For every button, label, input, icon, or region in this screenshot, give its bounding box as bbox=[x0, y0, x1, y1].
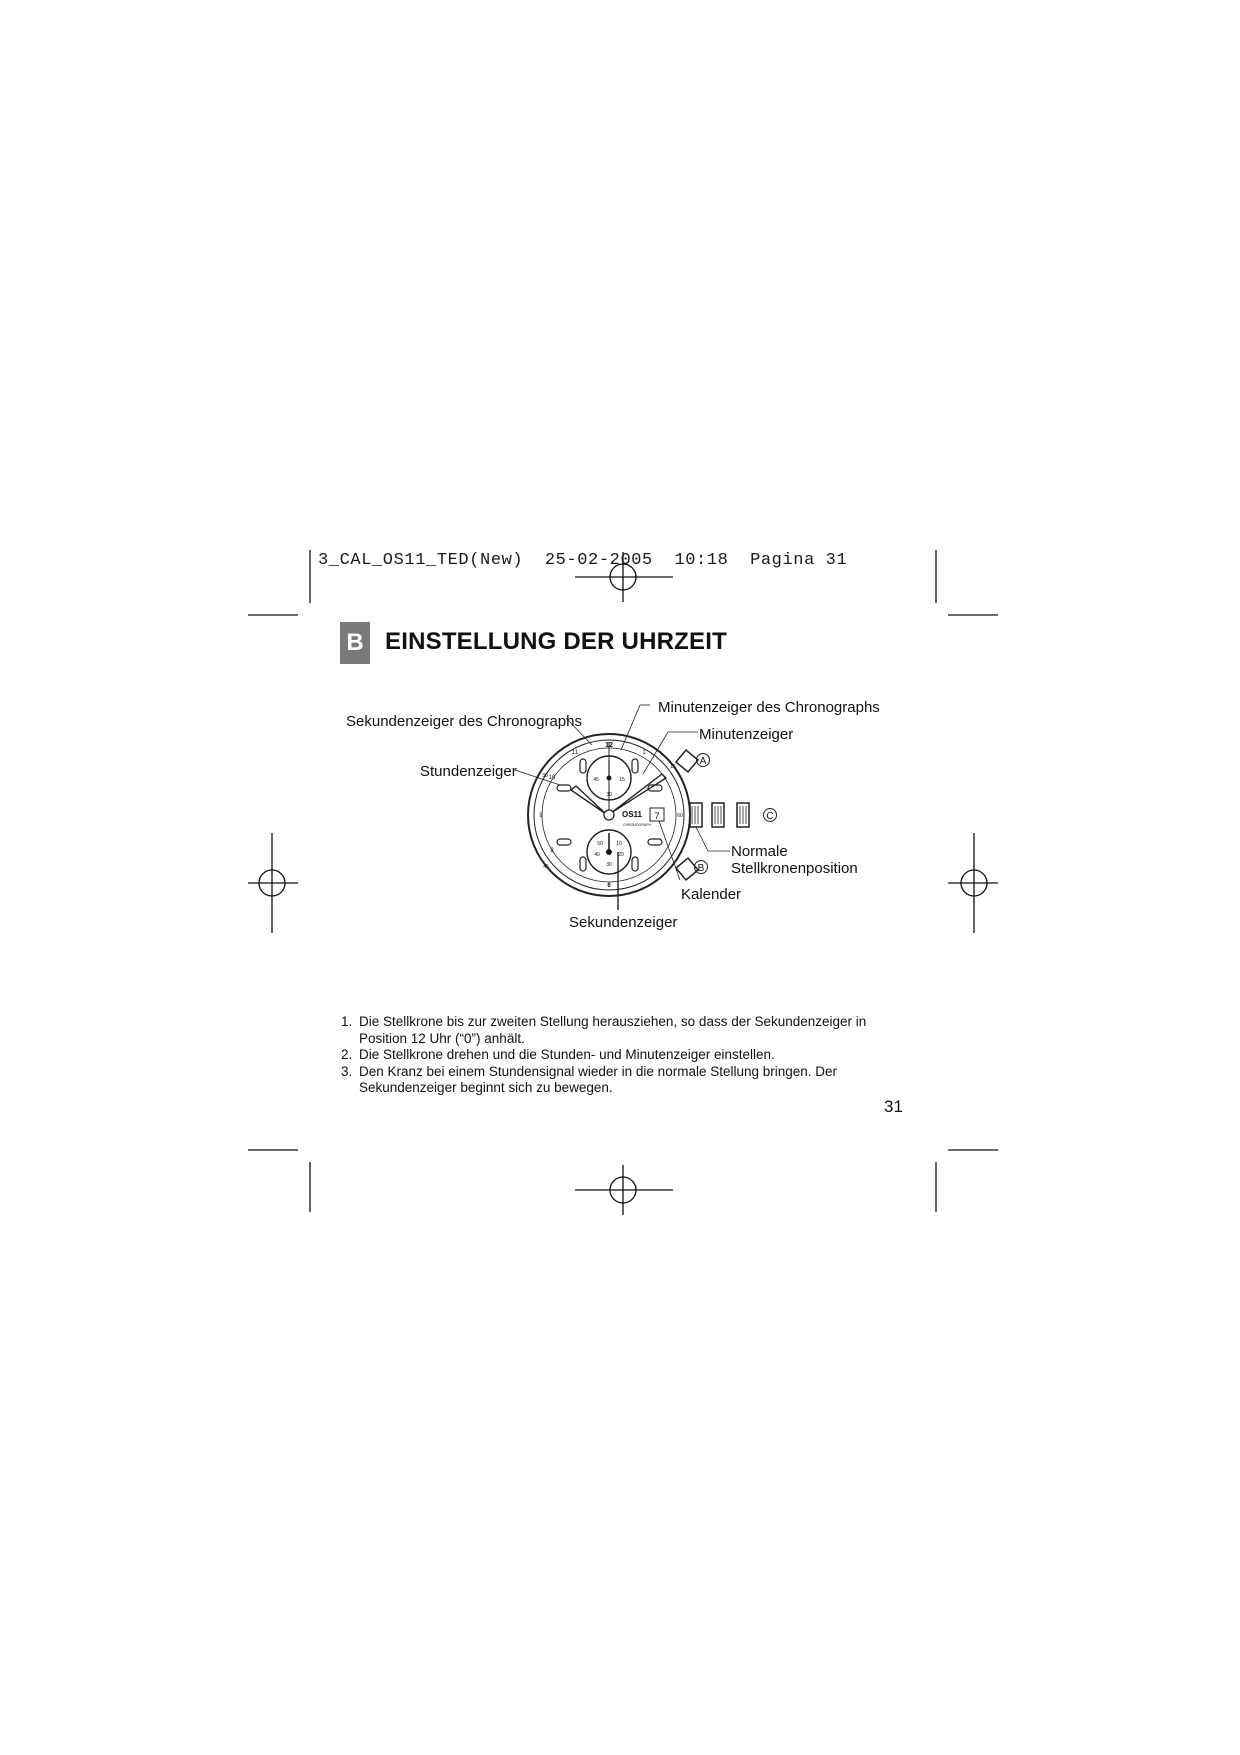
label-second-hand: Sekundenzeiger bbox=[569, 914, 678, 931]
label-minute-hand: Minutenzeiger bbox=[699, 726, 794, 743]
dial-numeral-10: 10 bbox=[548, 775, 556, 781]
dial-numeral-6: 6 bbox=[607, 883, 611, 889]
pusher-a bbox=[676, 750, 698, 772]
instruction-number: 1. bbox=[341, 1014, 353, 1029]
dial-sub-brand: CHRONOGRAPH bbox=[622, 823, 652, 827]
label-calendar: Kalender bbox=[681, 886, 742, 903]
section-badge: B bbox=[340, 622, 370, 664]
subdial-bot-30: 30 bbox=[606, 862, 612, 868]
dial-numeral-9: 9 bbox=[539, 813, 543, 819]
instruction-item bbox=[341, 1064, 881, 1097]
dial-numeral-1: 1 bbox=[642, 750, 646, 756]
hour-hand bbox=[571, 786, 606, 814]
label-normal-crown-line1: Normale bbox=[731, 843, 788, 860]
subdial-bot-50: 50 bbox=[597, 841, 603, 847]
instruction-item bbox=[341, 1014, 881, 1047]
subdial-bot-40: 40 bbox=[594, 852, 600, 858]
dial-scale-30: 30 bbox=[542, 773, 548, 779]
dial-scale-45: 45 bbox=[543, 864, 549, 870]
dial-numeral-11: 11 bbox=[571, 750, 579, 756]
button-a-letter: A bbox=[699, 756, 707, 767]
instruction-text: Den Kranz bei einem Stundensignal wieder in die normale Stellung bringen. Der Sekundenzeiger beginnt sich zu bewegen. bbox=[359, 1063, 838, 1095]
print-header: 3_CAL_OS11_TED(New) 25-02-2005 10:18 Pagina 31 bbox=[318, 551, 848, 570]
instruction-text: Die Stellkrone drehen und die Stunden- und Minutenzeiger einstellen. bbox=[359, 1047, 775, 1062]
dial-numeral-8: 8 bbox=[550, 848, 554, 854]
dial-scale-60: 60 bbox=[677, 813, 683, 819]
date-digit: 7 bbox=[654, 811, 660, 821]
button-c-letter: C bbox=[766, 811, 774, 822]
dial-numeral-12: 12 bbox=[605, 742, 613, 749]
button-b-letter: B bbox=[697, 863, 705, 874]
subdial-top-30: 30 bbox=[606, 792, 612, 798]
instruction-list bbox=[341, 1014, 881, 1097]
instruction-text: Die Stellkrone bis zur zweiten Stellung herausziehen, so dass der Sekundenzeiger in Position 12 Uhr (“0”) anhält. bbox=[359, 1014, 867, 1046]
instruction-number: 2. bbox=[341, 1047, 353, 1062]
subdial-top-45: 45 bbox=[593, 777, 599, 783]
instruction-number: 3. bbox=[341, 1063, 353, 1079]
label-chrono-second-hand: Sekundenzeiger des Chronographs bbox=[346, 713, 582, 730]
dial-brand: OS11 bbox=[621, 810, 643, 819]
subdial-bot-10: 10 bbox=[616, 841, 622, 847]
section-title: EINSTELLUNG DER UHRZEIT bbox=[385, 628, 727, 655]
label-hour-hand: Stundenzeiger bbox=[420, 763, 517, 780]
label-normal-crown-line2: Stellkronenposition bbox=[731, 860, 858, 877]
dial-scale-15: 15 bbox=[670, 764, 676, 770]
subdial-bot-20: 20 bbox=[618, 852, 624, 858]
subdial-top-15: 15 bbox=[619, 777, 625, 783]
instruction-item bbox=[341, 1047, 881, 1064]
page-number: 31 bbox=[884, 1097, 903, 1116]
label-chrono-minute-hand: Minutenzeiger des Chronographs bbox=[658, 699, 880, 716]
